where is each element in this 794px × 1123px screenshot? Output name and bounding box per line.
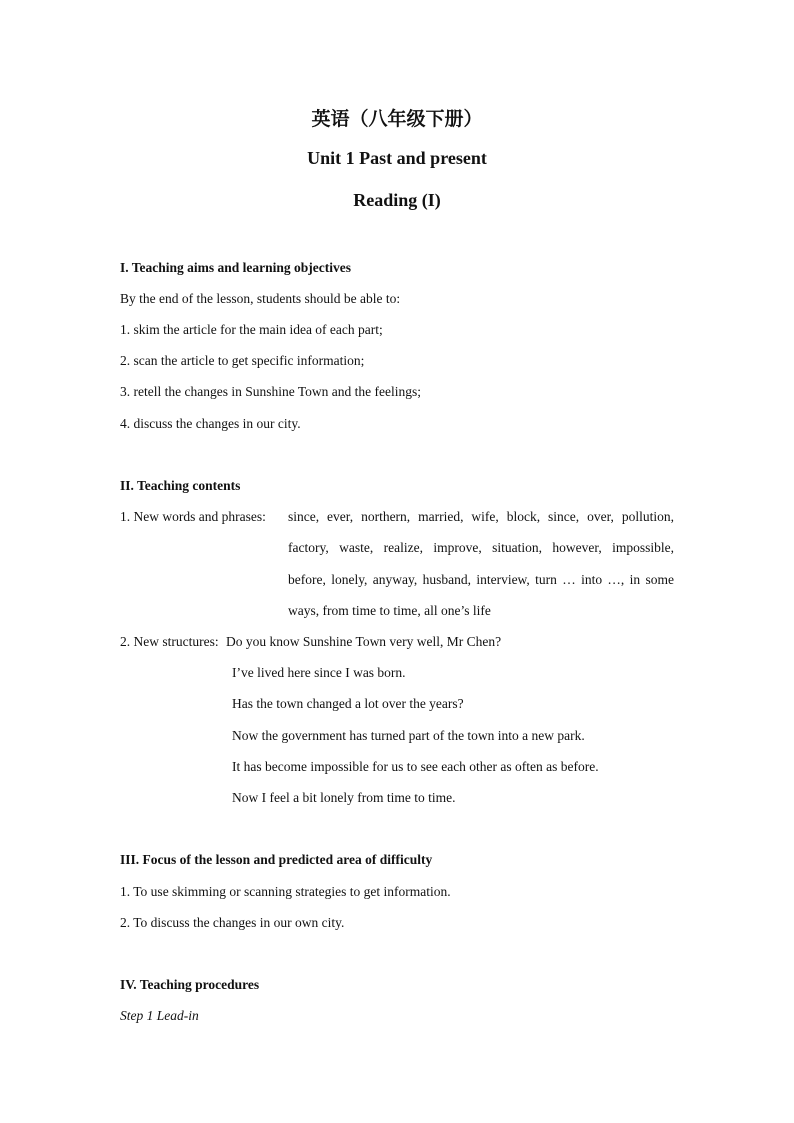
subject-title: 英语（八年级下册） xyxy=(311,108,483,130)
objective-item: 4. discuss the changes in our city. xyxy=(120,416,301,431)
focus-item: 1. To use skimming or scanning strategies to get information. xyxy=(120,884,451,899)
unit-title: Unit 1 Past and present xyxy=(307,148,487,168)
focus-item: 2. To discuss the changes in our own city. xyxy=(120,915,345,930)
objective-item: 3. retell the changes in Sunshine Town and the feelings; xyxy=(120,384,421,399)
objective-item: 1. skim the article for the main idea of each part; xyxy=(120,322,383,337)
new-words-label: 1. New words and phrases: xyxy=(120,509,266,524)
section-4-heading: IV. Teaching procedures xyxy=(120,977,260,992)
structure-sentence: Do you know Sunshine Town very well, Mr Chen? xyxy=(226,634,502,649)
structure-sentence: Has the town changed a lot over the years? xyxy=(232,696,464,711)
structure-sentence: Now the government has turned part of the town into a new park. xyxy=(232,728,585,743)
structure-sentence: I’ve lived here since I was born. xyxy=(232,665,406,680)
new-words-line: factory, waste, realize, improve, situation, however, impossible, xyxy=(288,540,674,555)
section-3-heading: III. Focus of the lesson and predicted area of difficulty xyxy=(120,852,433,867)
lesson-title: Reading (I) xyxy=(353,190,441,210)
objective-item: 2. scan the article to get specific information; xyxy=(120,353,365,368)
new-words-line: before, lonely, anyway, husband, interview, turn … into …, in some xyxy=(288,572,674,587)
structure-sentence: Now I feel a bit lonely from time to time. xyxy=(232,790,456,805)
section-2-heading: II. Teaching contents xyxy=(120,478,241,493)
step-heading: Step 1 Lead-in xyxy=(120,1008,199,1023)
new-words-line: ways, from time to time, all one’s life xyxy=(288,603,491,618)
structure-sentence: It has become impossible for us to see each other as often as before. xyxy=(232,759,599,774)
section-1-intro: By the end of the lesson, students should be able to: xyxy=(120,291,401,306)
new-words-line: since, ever, northern, married, wife, block, since, over, pollution, xyxy=(288,509,674,524)
section-1-heading: I. Teaching aims and learning objectives xyxy=(120,260,352,275)
new-structures-label: 2. New structures: xyxy=(120,634,219,649)
